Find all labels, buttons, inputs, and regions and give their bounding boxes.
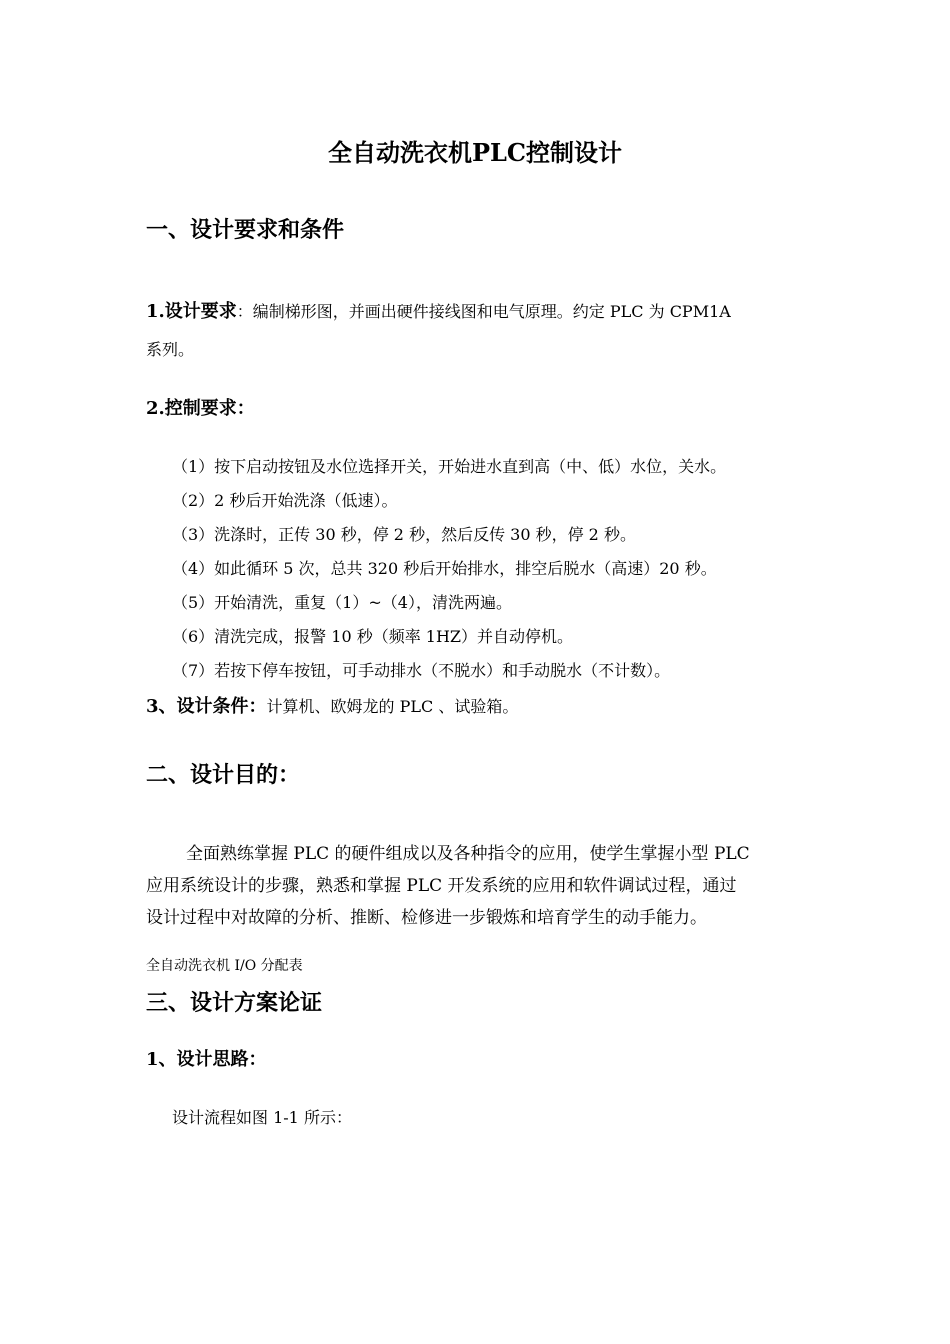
list-item: （1）按下启动按钮及水位选择开关，开始进水直到高（中、低）水位，关水。 bbox=[172, 457, 727, 476]
design-conditions bbox=[146, 697, 518, 717]
control-requirements-heading: 2.控制要求： bbox=[146, 398, 255, 419]
design-requirement-line2: 系列。 bbox=[146, 340, 195, 359]
design-flow-text: 设计流程如图 1-1 所示： bbox=[172, 1108, 352, 1127]
design-requirement-label: 1.设计要求 bbox=[146, 301, 237, 322]
purpose-paragraph-line3: 设计过程中对故障的分析、推断、检修进一步锻炼和培育学生的动手能力。 bbox=[146, 908, 707, 928]
list-item: （3）洗涤时，正传 30 秒，停 2 秒，然后反传 30 秒，停 2 秒。 bbox=[172, 525, 636, 544]
list-item: （6）清洗完成，报警 10 秒（频率 1HZ）并自动停机。 bbox=[172, 627, 574, 646]
list-item: （4）如此循环 5 次，总共 320 秒后开始排水，排空后脱水（高速）20 秒。 bbox=[172, 559, 717, 578]
list-item: （2）2 秒后开始洗涤（低速）。 bbox=[172, 491, 398, 510]
design-requirement-line1 bbox=[146, 302, 731, 322]
design-conditions-text: 计算机、欧姆龙的 PLC 、试验箱。 bbox=[266, 697, 519, 716]
section-heading-requirements: 一、设计要求和条件 bbox=[146, 217, 345, 243]
design-requirement-text: ：编制梯形图，并画出硬件接线图和电气原理。约定 PLC 为 CPM1A bbox=[236, 302, 731, 321]
io-table-caption: 全自动洗衣机 I/O 分配表 bbox=[146, 958, 303, 974]
design-conditions-label: 3、设计条件： bbox=[146, 696, 267, 717]
purpose-paragraph-line1: 全面熟练掌握 PLC 的硬件组成以及各种指令的应用，使学生掌握小型 PLC bbox=[186, 844, 750, 864]
purpose-paragraph bbox=[146, 838, 826, 934]
document-title: 全自动洗衣机PLC控制设计 bbox=[327, 138, 623, 167]
list-item: （7）若按下停车按钮，可手动排水（不脱水）和手动脱水（不计数）。 bbox=[172, 661, 671, 680]
design-idea-heading: 1、设计思路： bbox=[146, 1049, 267, 1070]
control-requirements-list bbox=[172, 456, 726, 694]
list-item: （5）开始清洗，重复（1）~（4），清洗两遍。 bbox=[172, 593, 512, 612]
section-heading-scheme: 三、设计方案论证 bbox=[146, 990, 323, 1016]
purpose-paragraph-line2: 应用系统设计的步骤，熟悉和掌握 PLC 开发系统的应用和软件调试过程，通过 bbox=[146, 876, 737, 896]
section-heading-purpose: 二、设计目的： bbox=[146, 762, 301, 788]
